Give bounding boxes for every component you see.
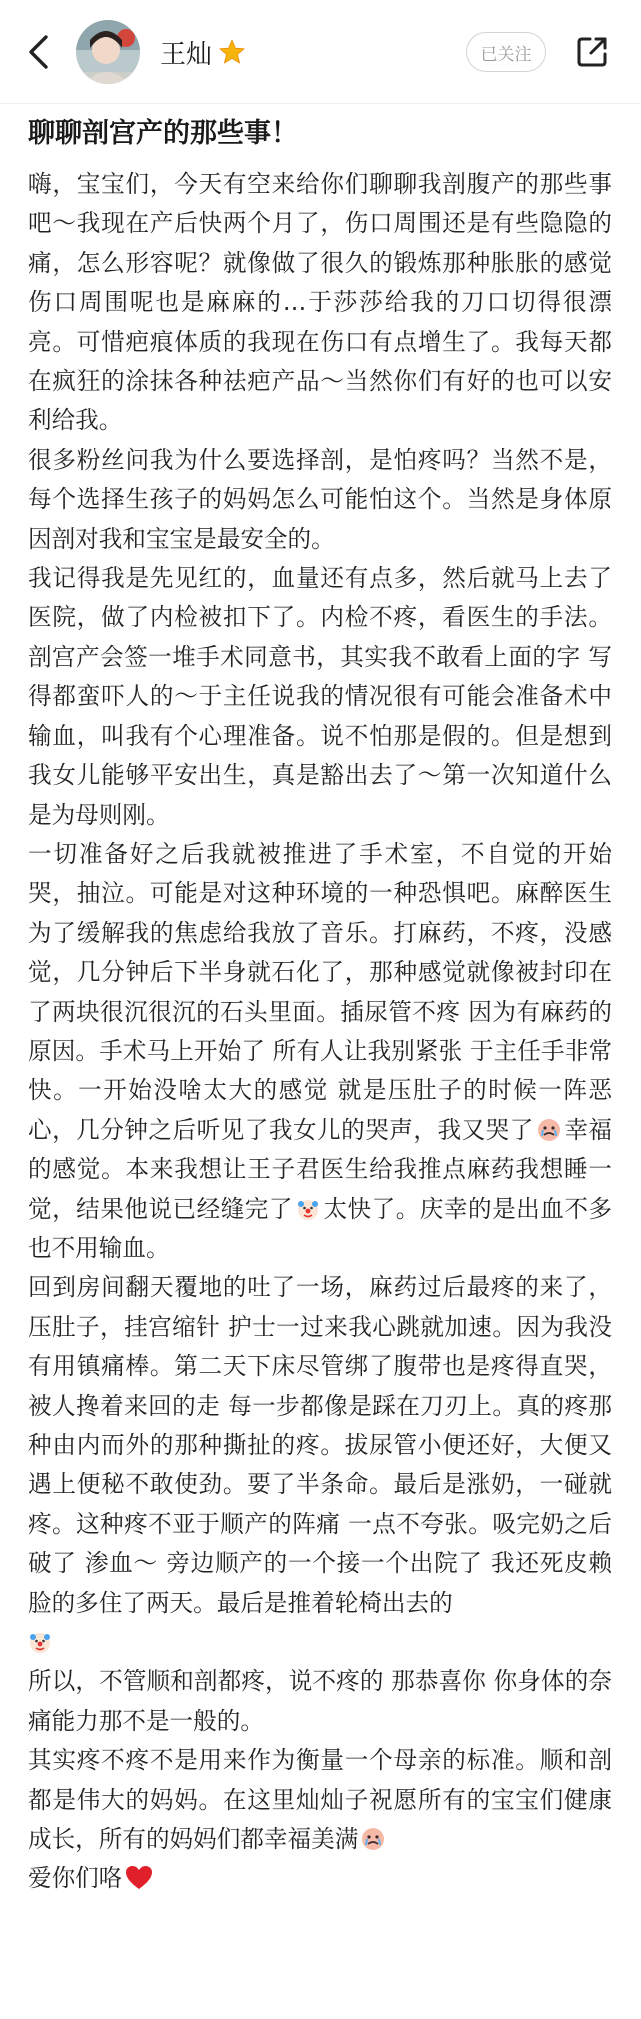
paragraph-2: 很多粉丝问我为什么要选择剖，是怕疼吗？当然不是，每个选择生孩子的妈妈怎么可能怕这个。当然是身体原因剖对我和宝宝是最安全的。 <box>28 445 612 553</box>
paragraph-4-text-b: 幸福的感觉。本来我想让王子君医生给我推点麻药我想睡一觉，结果他说已经缝完了 <box>28 1115 613 1223</box>
paragraph-6: 所以，不管顺和剖都疼，说不疼的 那恭喜你 你身体的奈痛能力那不是一般的。 <box>28 1667 612 1735</box>
top-bar <box>0 0 641 104</box>
paragraph-4 <box>28 835 612 1268</box>
crying-face-icon <box>361 1824 385 1848</box>
paragraph-7-text: 其实疼不疼不是用来作为衡量一个母亲的标准。顺和剖都是伟大的妈妈。在这里灿灿子祝愿所有的宝宝们健康成长，所有的妈妈们都幸福美满 <box>28 1746 612 1854</box>
crying-face-icon <box>537 1115 561 1139</box>
back-button[interactable] <box>18 30 58 74</box>
follow-status-button[interactable]: 已关注 <box>466 32 546 72</box>
paragraph-4-text-a: 一切准备好之后我就被推进了手术室，不自觉的开始哭，抽泣。可能是对这种环境的一种恐惧吧。麻醉医生为了缓解我的焦虑给我放了音乐。打麻药，不疼，没感觉，几分钟后下半身就石化了，那种感觉就像被封印在了两块很沉很沉的石头里面。插尿管不疼 因为有麻药的原因。手术马上开始了 所有人让我别紧张 于主任手非常快。一开始没啥太大的感觉 就是压肚子的时候一阵恶心，几分钟之后听见了我女儿的哭声，我又哭了 <box>28 839 612 1144</box>
avatar-image <box>76 20 140 84</box>
post-body <box>28 165 612 1899</box>
avatar[interactable] <box>76 20 140 84</box>
paragraph-8-text: 爱你们咯 <box>28 1864 123 1893</box>
back-icon <box>27 34 49 70</box>
post-title: 聊聊剖宫产的那些事！ <box>28 118 298 149</box>
red-heart-icon <box>125 1864 153 1890</box>
paragraph-1: 嗨，宝宝们，今天有空来给你们聊聊我剖腹产的那些事吧～我现在产后快两个月了，伤口周围还是有些隐隐的痛，怎么形容呢？就像做了很久的锻炼那种胀胀的感觉 伤口周围呢也是麻麻的…于莎莎给我的刀口切得很漂亮。可惜疤痕体质的我现在伤口有点增生了。我每天都在疯狂的涂抹各种祛疤产品～当然你们有好的也可以安利给我。 <box>28 170 612 435</box>
paragraph-5 <box>28 1268 612 1662</box>
share-button[interactable] <box>570 30 614 74</box>
username[interactable] <box>160 34 246 70</box>
paragraph-4-text-c: 太快了。庆幸的是出血不多也不用输血。 <box>28 1194 613 1262</box>
star-icon <box>218 38 246 66</box>
paragraph-7 <box>28 1741 612 1859</box>
paragraph-8 <box>28 1859 612 1898</box>
username-text: 王灿 <box>160 39 213 70</box>
share-icon <box>574 34 610 70</box>
paragraph-3: 我记得我是先见红的，血量还有点多，然后就马上去了医院，做了内检被扣下了。内检不疼，看医生的手法。剖宫产会签一堆手术同意书，其实我不敢看上面的字 写得都蛮吓人的～于主任说我的情况很有可能会准备术中输血，叫我有个心理准备。说不怕那是假的。但是想到我女儿能够平安出生，真是豁出去了～第一次知道什么是为母则刚。 <box>28 564 612 829</box>
clown-face-icon <box>28 1627 52 1651</box>
paragraph-5-text: 回到房间翻天覆地的吐了一场，麻药过后最疼的来了，压肚子，挂宫缩针 护士一过来我心跳就加速。因为我没有用镇痛棒。第二天下床尽管绑了腹带也是疼得直哭，被人搀着来回的走 每一步都像是踩在刀刃上。真的疼那种由内而外的那种撕扯的疼。拔尿管小便还好，大便又遇上便秘不敢使劲。要了半条命。最后是涨奶，一碰就疼。这种疼不亚于顺产的阵痛 一点不夸张。吸完奶之后破了 渗血～ 旁边顺产的一个接一个出院了 我还死皮赖脸的多住了两天。最后是推着轮椅出去的 <box>28 1273 612 1617</box>
header-divider <box>0 103 641 104</box>
clown-face-icon <box>296 1194 320 1218</box>
